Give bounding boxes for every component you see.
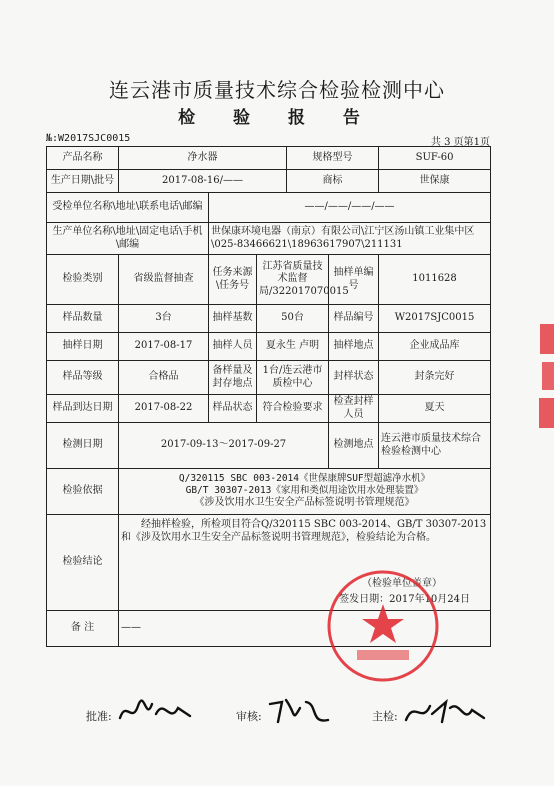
table-row [47,305,491,333]
cell-label: 抽样单编号 [329,255,379,305]
approve-signature [116,694,194,728]
approve-label: 批准: [86,710,112,723]
cell-label: 样品到达日期 [47,395,119,423]
cell-base: 50台 [257,305,329,333]
cell-sampling-place: 企业成品库 [379,333,491,361]
cell-client: ——/——/——/—— [209,193,491,223]
conclusion-text: 经抽样检验，所检项目符合Q/320115 SBC 003-2014、GB/T 30307-2013和《涉及饮用水卫生安全产品标签说明书管理规范》，检验结论为合格。 [121,519,487,543]
report-number: №:W2017SJC0015 [46,133,131,144]
table-row [47,255,491,305]
cell-label: 样品编号 [329,305,379,333]
table-row [47,423,491,469]
basis-line: 《涉及饮用水卫生安全产品标签说明书管理规范》 [194,497,415,509]
table-row [47,469,491,515]
cell-label: 抽样基数 [209,305,257,333]
cell-label: 备 注 [47,611,119,647]
cell-sampling-date: 2017-08-17 [119,333,209,361]
cell-seal-person: 夏天 [379,395,491,423]
cell-label: 检测日期 [47,423,119,469]
cell-qty: 3台 [119,305,209,333]
cell-label: 检测地点 [329,423,379,469]
cell-sample-no: W2017SJC0015 [379,305,491,333]
cell-label: 抽样日期 [47,333,119,361]
table-row [47,361,491,395]
cell-label: 抽样地点 [329,333,379,361]
report-title: 连云港市质量技术综合检验检测中心 [109,78,445,102]
cell-seal-status: 封条完好 [379,361,491,395]
cell-arrival: 2017-08-22 [119,395,209,423]
cell-test-date: 2017-09-13～2017-09-27 [119,423,329,469]
cell-manufacturer: 世保康环境电器（南京）有限公司\江宁区汤山镇工业集中区\025-83466621\18963617907\211131 [209,223,491,255]
cell-label: 规格型号 [287,147,379,170]
cell-grade: 合格品 [119,361,209,395]
cell-label: 样品数量 [47,305,119,333]
cell-label: 生产日期\批号 [47,170,119,193]
cell-task-source: 江苏省质量技术监督局/322017070015 [257,255,329,305]
cell-label: 样品状态 [209,395,257,423]
inspect-signature [402,694,488,728]
cell-test-place: 连云港市质量技术综合检验检测中心 [379,423,491,469]
cell-label: 任务来源\任务号 [209,255,257,305]
edge-seal-stamp [536,318,554,438]
table-row [47,170,491,193]
seal-text: （检验单位盖章） [362,577,443,589]
cell-label: 封样状态 [329,361,379,395]
cell-backup: 1台/连云港市质检中心 [257,361,329,395]
cell-model: SUF-60 [379,147,491,170]
cell-label: 抽样人员 [209,333,257,361]
inspect-label: 主检: [372,710,398,723]
cell-label: 检查封样人员 [329,395,379,423]
basis-line: Q/320115 SBC 003-2014《世保康牌SUF型超滤净水机》 [178,473,431,485]
report-number-line [46,133,490,148]
cell-label: 检验依据 [47,469,119,515]
cell-remarks: —— [119,611,491,647]
table-row [47,395,491,423]
cell-label: 样品等级 [47,361,119,395]
basis-line: GB/T 30307-2013《家用和类似用途饮用水处理装置》 [185,485,424,497]
review-label: 审核: [236,710,262,723]
cell-sample-state: 符合检验要求 [257,395,329,423]
cell-brand: 世保康 [379,170,491,193]
cell-label: 产品名称 [47,147,119,170]
cell-basis [119,469,491,515]
cell-label: 商标 [287,170,379,193]
cell-label: 备样量及封存地点 [209,361,257,395]
review-signature [266,694,336,728]
cell-sampler-unit: 1011628 [379,255,491,305]
cell-date: 2017-08-16/—— [119,170,287,193]
page-info: 共 3 页第1页 [430,137,490,148]
table-row [47,147,491,170]
cell-sampler: 夏永生 卢明 [257,333,329,361]
table-row [47,223,491,255]
cell-category: 省级监督抽查 [119,255,209,305]
cell-label: 受检单位名称\地址\联系电话\邮编 [47,193,209,223]
table-row [47,193,491,223]
issue-date: 签发日期：2017年10月24日 [339,593,471,605]
cell-label: 生产单位名称\地址\固定电话\手机\邮编 [47,223,209,255]
report-subtitle: 检 验 报 告 [178,108,376,128]
cell-product-name: 净水器 [119,147,287,170]
official-seal-stamp [323,566,443,686]
cell-label: 检验结论 [47,515,119,611]
table-row [47,333,491,361]
cell-label: 检验类别 [47,255,119,305]
